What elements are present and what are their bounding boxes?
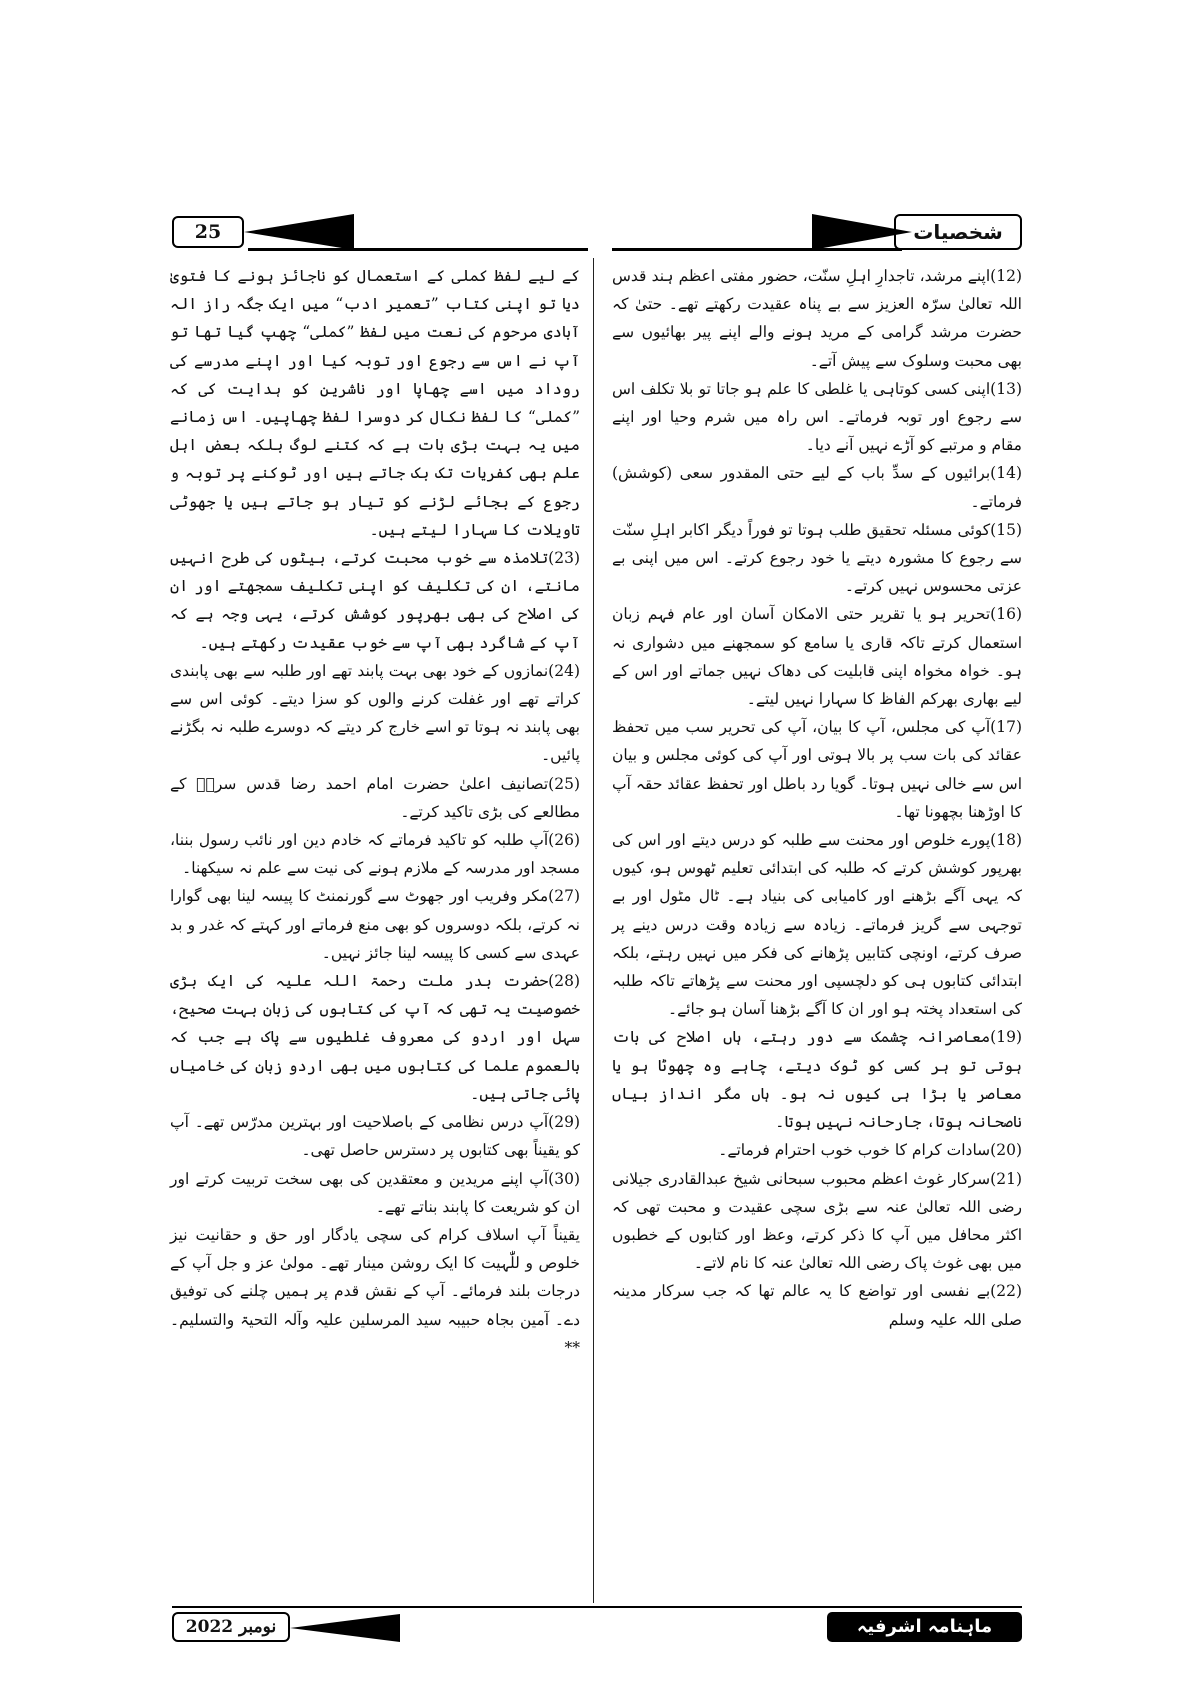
paragraph-23: (23)تلامذہ سے خوب محبت کرتے، بیٹوں کی طرح انہیں مانتے، ان کی تکلیف کو اپنی تکلیف سمجھتے اور ان کی اصلاح کی بھی بھرپور کوشش کرتے، یہی وجہ ہے کہ آپ کے شاگرد بھی آپ سے خوب عقیدت رکھتے ہیں۔ <box>170 549 580 652</box>
paragraph-22-continued: کے لیے لفظ کملی کے استعمال کو ناجائز ہونے کا فتویٰ دیا تو اپنی کتاب ”تعمیر ادب“ میں ایک جگہ راز الہ آبادی مرحوم کی نعت میں لفظ ”کملی“ چھپ گیا تھا تو آپ نے اس سے رجوع اور توبہ کیا اور اپنے مدرسے کی روداد میں اسے چھاپا اور ناشرین کو ہدایت کی کہ ”کملی“ کا لفظ نکال کر دوسرا لفظ چھاپیں۔ اس زمانے میں یہ بہت بڑی بات ہے کہ کتنے لوگ بلکہ بعض اہل علم بھی کفریات تک بک جاتے ہیں اور ٹوکنے پر توبہ و رجوع کے بجائے لڑنے کو تیار ہو جاتے ہیں یا جھوٹی تاویلات کا سہارا لیتے ہیں۔ <box>170 267 580 539</box>
right-column <box>612 262 1022 1334</box>
page-number: 25 <box>172 216 244 248</box>
paragraph-15: (15)کوئی مسئلہ تحقیق طلب ہوتا تو فوراً دیگر اکابر اہلِ سنّت سے رجوع کا مشورہ دیتے یا خود رجوع کرتے۔ اس میں اپنی بے عزتی محسوس نہیں کرتے۔ <box>612 520 1022 596</box>
paragraph-27: (27)مکر وفریب اور جھوٹ سے گورنمنٹ کا پیسہ لینا بھی گوارا نہ کرتے، بلکہ دوسروں کو بھی منع فرماتے اور کہتے کہ غدر و بد عہدی سے کسی کا پیسہ لینا جائز نہیں۔ <box>170 887 580 962</box>
section-title: شخصیات <box>894 214 1022 250</box>
header-ornament-left <box>244 214 354 250</box>
issue-date: نومبر 2022 <box>172 1612 290 1642</box>
column-divider <box>593 258 594 1603</box>
paragraph-13: (13)اپنی کسی کوتاہی یا غلطی کا علم ہو جاتا تو بلا تکلف اس سے رجوع اور توبہ فرماتے۔ اس راہ میں شرم وحیا اور اپنے مقام و مرتبے کو آڑے نہیں آنے دیا۔ <box>612 379 1022 455</box>
page-header <box>172 214 1022 250</box>
paragraph-12: (12)اپنے مرشد، تاجدارِ اہلِ سنّت، حضور مفتی اعظم ہند قدس اللہ تعالیٰ سرّہ العزیز سے بے پناہ عقیدت رکھتے تھے۔ حتیٰ کہ حضرت مرشد گرامی کے مرید ہونے والے اپنے پیر بھائیوں سے بھی محبت وسلوک سے پیش آتے۔ <box>612 267 1022 370</box>
paragraph-30: (30)آپ اپنے مریدین و معتقدین کی بھی سخت تربیت کرتے اور ان کو شریعت کا پابند بناتے تھے۔ <box>170 1169 580 1216</box>
paragraph-18: (18)پورے خلوص اور محنت سے طلبہ کو درس دیتے اور اس کی بھرپور کوشش کرتے کہ طلبہ کی ابتدائی تعلیم ٹھوس ہو، کیوں کہ یہی آگے بڑھنے اور کامیابی کی بنیاد ہے۔ ٹال مٹول اور بے توجہی سے گریز فرماتے۔ زیادہ سے زیادہ وقت درس دینے پر صرف کرتے، اونچی کتابیں پڑھانے کی فکر میں نہیں رہتے، بلکہ ابتدائی کتابوں ہی کو دلچسپی اور محنت سے پڑھاتے تاکہ طلبہ کی استعداد پختہ ہو اور ان کا آگے بڑھنا آسان ہو جائے۔ <box>612 831 1022 1019</box>
paragraph-29: (29)آپ درس نظامی کے باصلاحیت اور بہترین مدرّس تھے۔ آپ کو یقیناً بھی کتابوں پر دسترس حاصل تھی۔ <box>170 1113 580 1160</box>
paragraph-28: (28)حضرت بدر ملت رحمۃ اللہ علیہ کی ایک بڑی خصوصیت یہ تھی کہ آپ کی کتابوں کی زبان بہت صحیح، سہل اور اردو کی معروف غلطیوں سے پاک ہے جب کہ بالعموم علما کی کتابوں میں بھی اردو زبان کی خامیاں پائی جاتی ہیں۔ <box>170 972 580 1103</box>
paragraph-16: (16)تحریر ہو یا تقریر حتی الامکان آسان اور عام فہم زبان استعمال کرتے تاکہ قاری یا سامع کو سمجھنے میں دشواری نہ ہو۔ خواہ مخواہ اپنی قابلیت کی دھاک نہیں جماتے اور اس کے لیے بھاری بھرکم الفاظ کا سہارا نہیں لیتے۔ <box>612 605 1022 709</box>
left-column <box>170 262 580 1362</box>
paragraph-26: (26)آپ طلبہ کو تاکید فرماتے کہ خادم دین اور نائب رسول بننا، مسجد اور مدرسہ کے ملازم ہونے کی نیت سے علم نہ سیکھنا۔ <box>170 831 580 878</box>
footer-rule <box>172 1606 1022 1608</box>
paragraph-22: (22)بے نفسی اور تواضع کا یہ عالم تھا کہ جب سرکار مدینہ صلی اللہ علیہ وسلم <box>612 1282 1022 1329</box>
paragraph-24: (24)نمازوں کے خود بھی بہت پابند تھے اور طلبہ سے بھی پابندی کراتے تھے اور غفلت کرنے والوں کو سزا دیتے۔ کوئی اس سے بھی پابند نہ ہوتا تو اسے خارج کر دیتے کہ دوسرے طلبہ نہ بگڑنے پائیں۔ <box>170 661 580 765</box>
paragraph-20: (20)سادات کرام کا خوب خوب احترام فرماتے۔ <box>718 1141 1022 1160</box>
header-rule-left <box>248 248 588 251</box>
closing-paragraph: یقیناً آپ اسلاف کرام کی سچی یادگار اور حق و حقانیت نیز خلوص و للّٰہیت کا ایک روشن مینار تھے۔ مولیٰ عز و جل آپ کے درجات بلند فرمائے۔ آپ کے نقش قدم پر ہمیں چلنے کی توفیق دے۔ آمین بجاہ حبیبہ سید المرسلین علیہ وآلہ التحیۃ والتسلیم۔ ** <box>170 1225 580 1357</box>
paragraph-17: (17)آپ کی مجلس، آپ کا بیان، آپ کی تحریر سب میں تحفظ عقائد کی بات سب پر بالا ہوتی اور آپ کی کوئی مجلس و بیان اس سے خالی نہیں ہوتا۔ گویا رد باطل اور تحفظ عقائد حقہ آپ کا اوڑھنا بچھونا تھا۔ <box>612 718 1022 821</box>
paragraph-19: (19)معاصرانہ چشمک سے دور رہتے، ہاں اصلاح کی بات ہوتی تو ہر کسی کو ٹوک دیتے، چاہے وہ چھوٹا ہو یا معاصر یا بڑا ہی کیوں نہ ہو۔ ہاں مگر انداز بیاں ناصحانہ ہوتا، جارحانہ نہیں ہوتا۔ <box>612 1028 1022 1132</box>
magazine-name: ماہنامہ اشرفیہ <box>827 1612 1022 1642</box>
paragraph-21: (21)سرکار غوث اعظم محبوب سبحانی شیخ عبدالقادری جیلانی رضی اللہ تعالیٰ عنہ سے بڑی سچی عقیدت و محبت تھی کہ اکثر محافل میں آپ کا ذکر کرتے، وعظ اور کتابوں کے خطبوں میں بھی غوث پاک رضی اللہ تعالیٰ عنہ کا نام لاتے۔ <box>612 1169 1022 1273</box>
footer-ornament <box>290 1614 400 1642</box>
paragraph-14: (14)برائیوں کے سدِّ باب کے لیے حتی المقدور سعی (کوشش) فرماتے۔ <box>612 464 1022 511</box>
page-footer <box>172 1606 1022 1642</box>
paragraph-25: (25)تصانیف اعلیٰ حضرت امام احمد رضا قدس سرہٗ کے مطالعے کی بڑی تاکید کرتے۔ <box>170 774 580 821</box>
